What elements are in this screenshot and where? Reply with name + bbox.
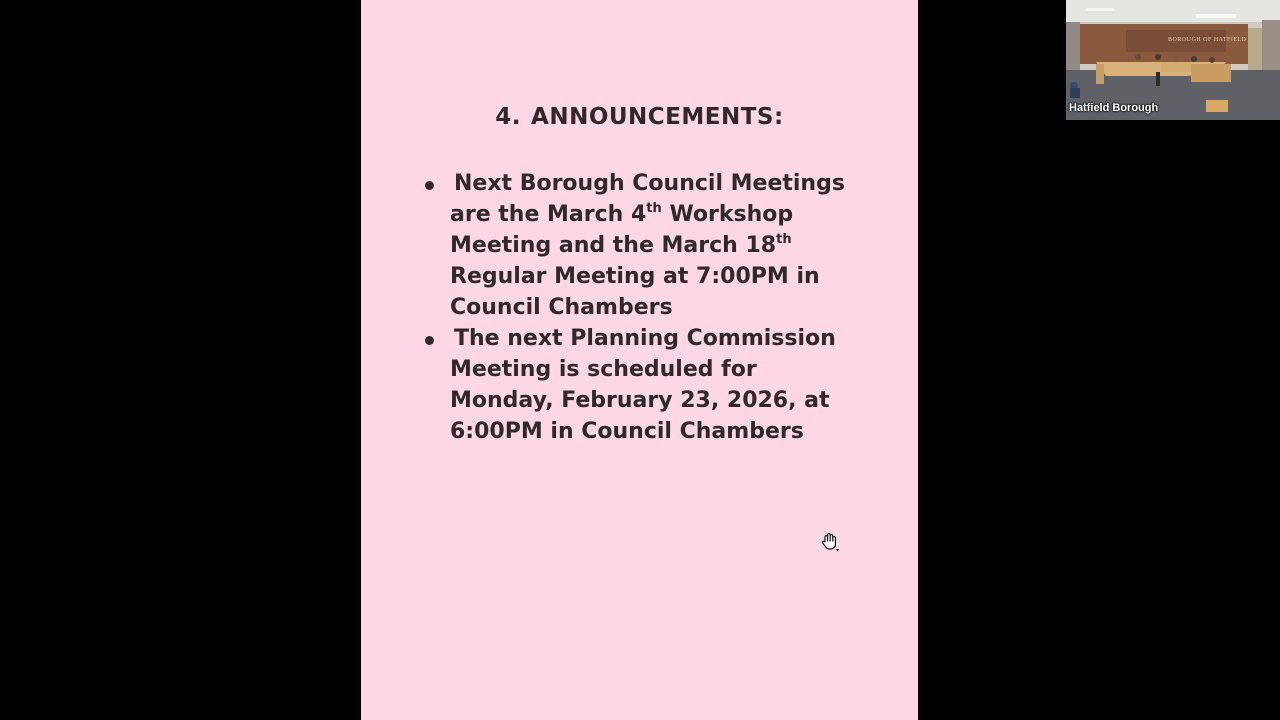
line-segment: are the March 4 (450, 202, 647, 227)
hand-pointer-icon (819, 531, 841, 553)
announcement-line: Regular Meeting at 7:00PM in (450, 264, 820, 289)
announcement-line: The next Planning Commission (454, 326, 836, 351)
announcement-line: Next Borough Council Meetings (454, 171, 845, 196)
title-number: 4. (495, 104, 522, 130)
announcement-list (427, 168, 867, 447)
ordinal-suffix: th (776, 232, 792, 247)
shared-screen-slide (361, 0, 918, 720)
line-segment: Workshop (661, 202, 794, 227)
announcement-item (427, 168, 867, 323)
line-segment: Meeting and the March 18 (450, 233, 777, 258)
title-text: ANNOUNCEMENTS: (531, 104, 784, 130)
room-sign: BOROUGH OF HATFIELD (1168, 37, 1247, 43)
announcement-item (427, 323, 867, 447)
announcement-line (450, 199, 867, 230)
slide-title (361, 104, 918, 130)
participant-video-tile[interactable] (1066, 0, 1280, 120)
announcement-line (450, 230, 867, 261)
announcement-line: 6:00PM in Council Chambers (450, 419, 804, 444)
ordinal-suffix: th (646, 201, 662, 216)
bullet-icon (425, 336, 434, 345)
announcement-line: Council Chambers (450, 295, 673, 320)
announcement-line: Meeting is scheduled for (450, 357, 757, 382)
announcement-line: Monday, February 23, 2026, at (450, 388, 830, 413)
participant-name-label: Hatfield Borough (1069, 102, 1159, 114)
bullet-icon (425, 181, 434, 190)
